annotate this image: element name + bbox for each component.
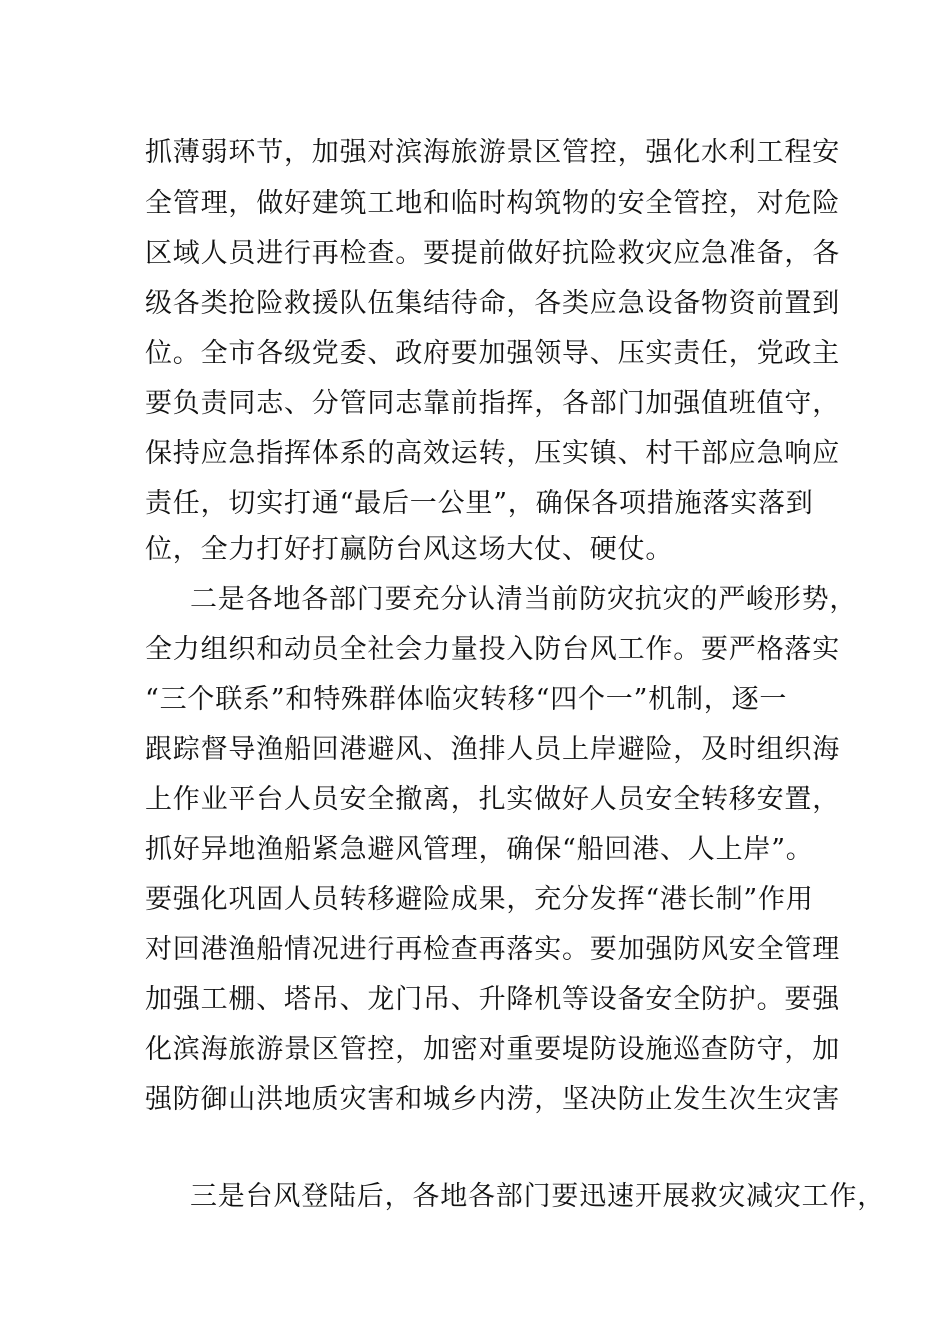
text-line: 全力组织和动员全社会力量投入防台风工作。要严格落实 xyxy=(145,634,840,665)
text-line: 抓薄弱环节，加强对滨海旅游景区管控，强化水利工程安 xyxy=(145,137,840,168)
text-line: 化滨海旅游景区管控，加密对重要堤防设施巡查防守，加 xyxy=(145,1034,840,1065)
text-line: 位，全力打好打赢防台风这场大仗、硬仗。 xyxy=(145,534,674,565)
text-line: 三是台风登陆后，各地各部门要迅速开展救灾减灾工作， xyxy=(190,1181,885,1212)
text-line: 对回港渔船情况进行再检查再落实。要加强防风安全管理 xyxy=(145,934,840,965)
text-line: 跟踪督导渔船回港避风、渔排人员上岸避险，及时组织海 xyxy=(145,734,840,765)
text-line: 抓好异地渔船紧急避风管理，确保“船回港、人上岸”。 xyxy=(145,834,814,865)
text-line: 级各类抢险救援队伍集结待命，各类应急设备物资前置到 xyxy=(145,288,840,319)
text-line: “三个联系”和特殊群体临灾转移“四个一”机制，逐一 xyxy=(145,684,788,715)
text-line: 责任，切实打通“最后一公里”，确保各项措施落实落到 xyxy=(145,488,814,519)
text-line: 全管理，做好建筑工地和临时构筑物的安全管控，对危险 xyxy=(145,188,840,219)
text-line: 区域人员进行再检查。要提前做好抗险救灾应急准备，各 xyxy=(145,238,840,269)
text-line: 二是各地各部门要充分认清当前防灾抗灾的严峻形势， xyxy=(190,584,858,615)
text-line: 位。全市各级党委、政府要加强领导、压实责任，党政主 xyxy=(145,338,840,369)
text-line: 上作业平台人员安全撤离，扎实做好人员安全转移安置， xyxy=(145,784,840,815)
text-line: 保持应急指挥体系的高效运转，压实镇、村干部应急响应 xyxy=(145,438,840,469)
text-line: 加强工棚、塔吊、龙门吊、升降机等设备安全防护。要强 xyxy=(145,984,840,1015)
text-line: 要强化巩固人员转移避险成果，充分发挥“港长制”作用 xyxy=(145,884,814,915)
text-line: 强防御山洪地质灾害和城乡内涝，坚决防止发生次生灾害 xyxy=(145,1084,840,1115)
text-line: 要负责同志、分管同志靠前指挥，各部门加强值班值守， xyxy=(145,388,840,419)
